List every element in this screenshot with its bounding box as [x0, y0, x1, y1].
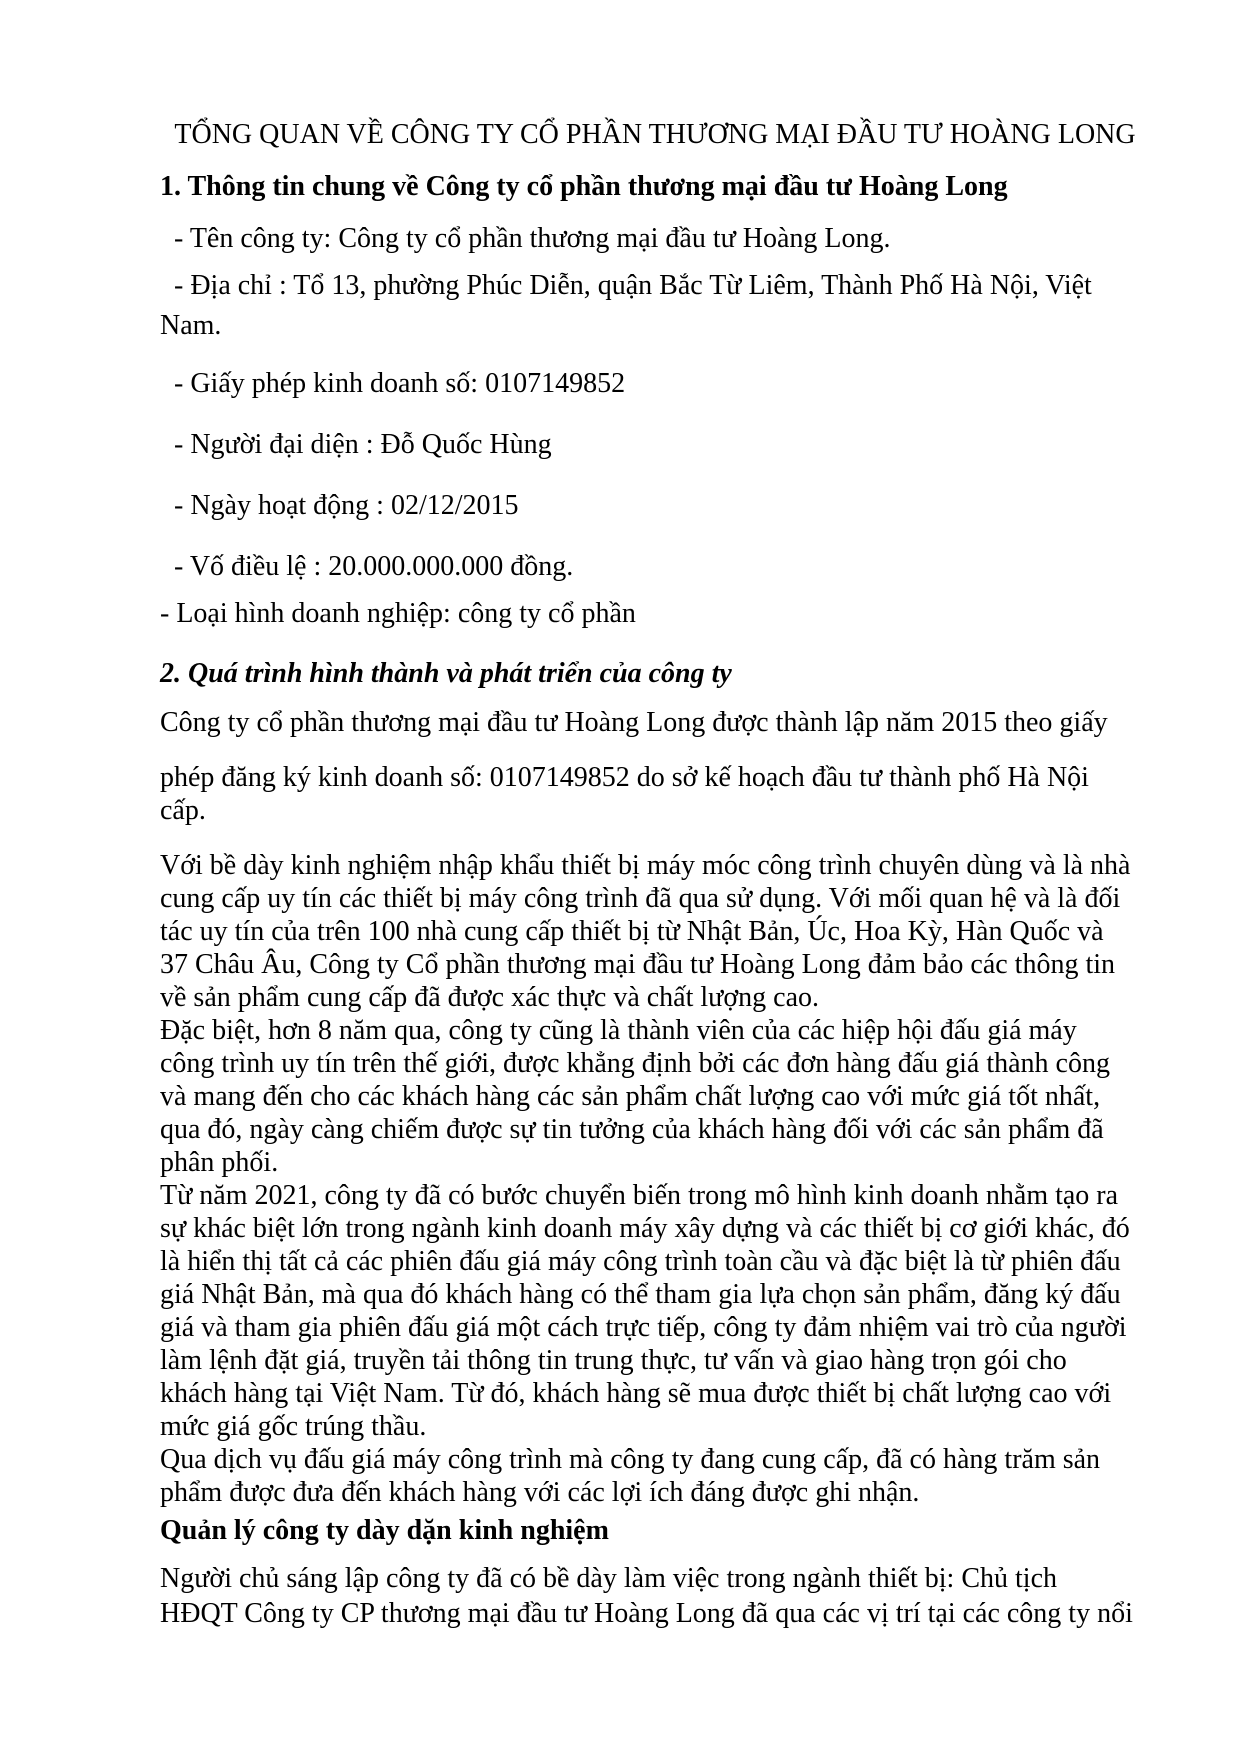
- paragraph-founding-2: [160, 761, 1150, 827]
- text-line: tác uy tín của trên 100 nhà cung cấp thiết bị từ Nhật Bản, Úc, Hoa Kỳ, Hàn Quốc và: [160, 916, 1104, 947]
- info-item-address-continued: [160, 309, 1150, 342]
- text-line: Người chủ sáng lập công ty đã có bề dày làm việc trong ngành thiết bị: Chủ tịch: [160, 1563, 1057, 1594]
- text-line: Công ty cổ phần thương mại đầu tư Hoàng Long được thành lập năm 2015 theo giấy: [160, 707, 1108, 738]
- info-item-operation-date: [160, 489, 1150, 522]
- text-line: Quản lý công ty dày dặn kinh nghiệm: [160, 1515, 609, 1546]
- text-line: là hiển thị tất cả các phiên đấu giá máy công trình toàn cầu và đặc biệt là từ phiên đấu: [160, 1246, 1121, 1277]
- text-line: Qua dịch vụ đấu giá máy công trình mà công ty đang cung cấp, đã có hàng trăm sản: [160, 1444, 1101, 1475]
- info-item-address: [160, 269, 1150, 302]
- text-line: phép đăng ký kinh doanh số: 0107149852 do sở kế hoạch đầu tư thành phố Hà Nội: [160, 762, 1089, 793]
- paragraph-auction-service: [160, 1443, 1150, 1509]
- text-line: giá và tham gia phiên đấu giá một cách trực tiếp, công ty đảm nhiệm vai trò của người: [160, 1312, 1127, 1343]
- text-line: giá Nhật Bản, mà qua đó khách hàng có thể tham gia lựa chọn sản phẩm, đăng ký đấu: [160, 1279, 1121, 1310]
- text-line: - Ngày hoạt động : 02/12/2015: [174, 490, 519, 521]
- text-line: - Địa chỉ : Tổ 13, phường Phúc Diễn, quận Bắc Từ Liêm, Thành Phố Hà Nội, Việt: [174, 270, 1092, 301]
- text-line: - Tên công ty: Công ty cổ phần thương mại đầu tư Hoàng Long.: [174, 223, 891, 254]
- text-line: phân phối.: [160, 1147, 279, 1178]
- text-line: cung cấp uy tín các thiết bị máy công trình đã qua sử dụng. Với mối quan hệ và là đối: [160, 883, 1121, 914]
- text-line: sự khác biệt lớn trong ngành kinh doanh máy xây dựng và các thiết bị cơ giới khác, đó: [160, 1213, 1130, 1244]
- text-line: Đặc biệt, hơn 8 năm qua, công ty cũng là thành viên của các hiệp hội đấu giá máy: [160, 1015, 1077, 1046]
- document-title: [160, 118, 1150, 151]
- info-item-representative: [160, 428, 1150, 461]
- text-line: - Giấy phép kinh doanh số: 0107149852: [174, 368, 626, 399]
- text-line: khách hàng tại Việt Nam. Từ đó, khách hàng sẽ mua được thiết bị chất lượng cao với: [160, 1378, 1112, 1409]
- info-item-business-type: [160, 597, 1150, 630]
- paragraph-founding-1: [160, 706, 1150, 739]
- text-line: phẩm được đưa đến khách hàng với các lợi ích đáng được ghi nhận.: [160, 1477, 920, 1508]
- paragraph-auction-membership: [160, 1014, 1150, 1179]
- subsection-management-heading: [160, 1514, 1150, 1547]
- text-line: - Loại hình doanh nghiệp: công ty cổ phần: [160, 598, 636, 629]
- paragraph-business-model: [160, 1179, 1150, 1443]
- document-body: [160, 0, 1150, 1631]
- text-line: 1. Thông tin chung về Công ty cổ phần thương mại đầu tư Hoàng Long: [160, 171, 1008, 202]
- text-line: về sản phẩm cung cấp đã được xác thực và chất lượng cao.: [160, 982, 819, 1013]
- text-line: 2. Quá trình hình thành và phát triển của công ty: [160, 658, 732, 689]
- text-line: TỔNG QUAN VỀ CÔNG TY CỔ PHẦN THƯƠNG MẠI ĐẦU TƯ HOÀNG LONG: [174, 119, 1136, 150]
- text-line: và mang đến cho các khách hàng các sản phẩm chất lượng cao với mức giá tốt nhất,: [160, 1081, 1101, 1112]
- text-line: - Vố điều lệ : 20.000.000.000 đồng.: [174, 551, 574, 582]
- text-line: làm lệnh đặt giá, truyền tải thông tin trung thực, tư vấn và giao hàng trọn gói cho: [160, 1345, 1067, 1376]
- text-line: - Người đại diện : Đỗ Quốc Hùng: [174, 429, 552, 460]
- text-line: HĐQT Công ty CP thương mại đầu tư Hoàng Long đã qua các vị trí tại các công ty nổi: [160, 1598, 1133, 1629]
- text-line: Từ năm 2021, công ty đã có bước chuyển biến trong mô hình kinh doanh nhằm tạo ra: [160, 1180, 1119, 1211]
- text-line: mức giá gốc trúng thầu.: [160, 1411, 427, 1442]
- section-2-heading: [160, 657, 1150, 690]
- paragraph-founder: [160, 1561, 1150, 1631]
- text-line: Nam.: [160, 310, 222, 341]
- text-line: qua đó, ngày càng chiếm được sự tin tưởng của khách hàng đối với các sản phẩm đã: [160, 1114, 1104, 1145]
- info-item-charter-capital: [160, 550, 1150, 583]
- text-line: cấp.: [160, 795, 206, 826]
- info-item-company-name: [160, 222, 1150, 255]
- paragraph-experience: [160, 849, 1150, 1014]
- info-item-license: [160, 367, 1150, 400]
- text-line: Với bề dày kinh nghiệm nhập khẩu thiết bị máy móc công trình chuyên dùng và là nhà: [160, 850, 1131, 881]
- text-line: công trình uy tín trên thế giới, được khẳng định bởi các đơn hàng đấu giá thành công: [160, 1048, 1110, 1079]
- text-line: 37 Châu Âu, Công ty Cổ phần thương mại đầu tư Hoàng Long đảm bảo các thông tin: [160, 949, 1116, 980]
- section-1-heading: [160, 170, 1150, 203]
